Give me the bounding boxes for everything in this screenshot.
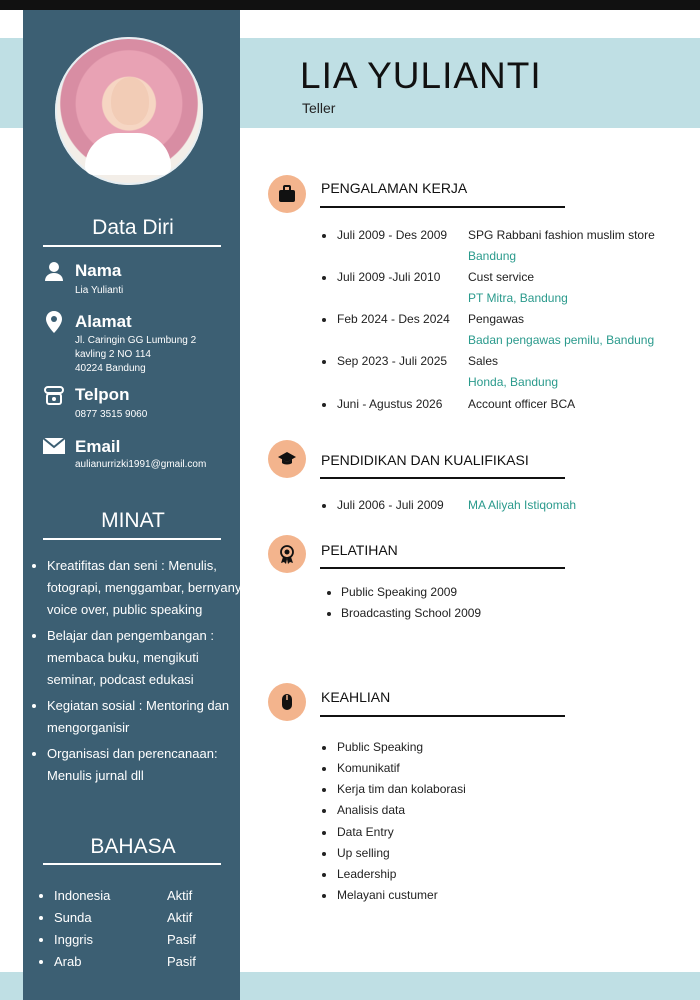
- experience-date: Juli 2009 - Des 2009: [337, 228, 448, 242]
- experience-date: Juli 2009 -Juli 2010: [337, 270, 441, 284]
- data-diri-divider: [43, 245, 221, 247]
- bullet-dot: [322, 767, 326, 771]
- training-text: Public Speaking 2009: [341, 585, 458, 599]
- bullet-dot: [322, 403, 326, 407]
- bullet-dot: [39, 938, 43, 942]
- phone-icon: [41, 384, 67, 410]
- bullet-dot: [322, 234, 326, 238]
- graduation-cap-icon: [268, 440, 306, 478]
- training-heading: PELATIHAN: [321, 542, 398, 558]
- mouse-icon: [268, 683, 306, 721]
- experience-role: Account officer BCA: [468, 397, 576, 411]
- bullet-dot: [322, 360, 326, 364]
- skill-text: Kerja tim dan kolaborasi: [337, 782, 466, 796]
- skill-text: Data Entry: [337, 825, 394, 839]
- bullet-dot: [322, 852, 326, 856]
- education-divider: [320, 477, 565, 479]
- mail-icon: [41, 436, 67, 462]
- language-name: Arab: [54, 954, 82, 969]
- skill-text: Analisis data: [337, 803, 406, 817]
- language-level: Aktif: [167, 888, 193, 903]
- photo-face: [111, 77, 149, 125]
- sidebar: [23, 10, 248, 1000]
- bullet-dot: [322, 831, 326, 835]
- bullet-dot: [322, 276, 326, 280]
- language-name: Indonesia: [54, 888, 111, 903]
- candidate-name: LIA YULIANTI: [300, 55, 542, 96]
- minat-item: • Organisasi dan perencanaan: Menulis jurnal dll: [47, 743, 249, 787]
- experience-place: Honda, Bandung: [468, 375, 559, 389]
- language-level: Pasif: [167, 932, 196, 947]
- nama-label: Nama: [75, 261, 122, 280]
- education-date: Juli 2006 - Juli 2009: [337, 498, 444, 512]
- skills-heading: KEAHLIAN: [321, 689, 391, 705]
- bullet-dot: [327, 612, 331, 616]
- bullet-dot: [322, 873, 326, 877]
- award-badge-icon: [268, 535, 306, 573]
- experience-divider: [320, 206, 565, 208]
- skill-text: Up selling: [337, 846, 390, 860]
- alamat-line-3: 40224 Bandung: [75, 363, 146, 374]
- telpon-value: 0877 3515 9060: [75, 409, 148, 420]
- experience-role: SPG Rabbani fashion muslim store: [468, 228, 655, 242]
- bahasa-divider: [43, 863, 221, 865]
- minat-item: • Kreatifitas dan seni : Menulis, fotograpi, menggambar, bernyanyi, voice over, public speaking: [47, 555, 249, 621]
- minat-item: • Kegiatan sosial : Mentoring dan mengorganisir: [47, 695, 249, 739]
- experience-date: Sep 2023 - Juli 2025: [337, 354, 448, 368]
- briefcase-icon: [268, 175, 306, 213]
- education-heading: PENDIDIKAN DAN KUALIFIKASI: [321, 452, 529, 468]
- experience-heading: PENGALAMAN KERJA: [321, 180, 468, 196]
- bullet-dot: [322, 788, 326, 792]
- user-icon: [41, 260, 67, 286]
- training-divider: [320, 567, 565, 569]
- experience-place: PT Mitra, Bandung: [468, 291, 568, 305]
- email-value: aulianurrizki1991@gmail.com: [75, 459, 207, 470]
- experience-date: Feb 2024 - Des 2024: [337, 312, 450, 326]
- bullet-dot: [322, 894, 326, 898]
- bullet-dot: [39, 894, 43, 898]
- bullet-dot: [322, 318, 326, 322]
- top-dark-bar: [0, 0, 700, 10]
- email-label: Email: [75, 437, 121, 456]
- minat-item: • Belajar dan pengembangan : membaca buku, mengikuti seminar, podcast edukasi: [47, 625, 249, 691]
- alamat-line-2: kavling 2 NO 114: [75, 349, 151, 360]
- bullet-dot: [39, 916, 43, 920]
- bullet-dot: [322, 746, 326, 750]
- bullet-dot: [39, 960, 43, 964]
- experience-role: Cust service: [468, 270, 535, 284]
- experience-date: Juni - Agustus 2026: [337, 397, 443, 411]
- skill-text: Melayani custumer: [337, 888, 438, 902]
- bullet-dot: [322, 809, 326, 813]
- language-name: Inggris: [54, 932, 94, 947]
- bullet-dot: [322, 504, 326, 508]
- nama-value: Lia Yulianti: [75, 285, 124, 296]
- location-pin-icon: [41, 310, 67, 336]
- profile-photo: [55, 37, 203, 185]
- bullet-dot: [327, 591, 331, 595]
- skills-divider: [320, 715, 565, 717]
- bahasa-heading: BAHASA: [90, 835, 176, 858]
- skill-text: Public Speaking: [337, 740, 424, 754]
- minat-divider: [43, 538, 221, 540]
- education-school: MA Aliyah Istiqomah: [468, 498, 577, 512]
- language-level: Aktif: [167, 910, 193, 925]
- experience-role: Pengawas: [468, 312, 525, 326]
- telpon-label: Telpon: [75, 385, 130, 404]
- training-text: Broadcasting School 2009: [341, 606, 482, 620]
- experience-place: Badan pengawas pemilu, Bandung: [468, 333, 655, 347]
- data-diri-heading: Data Diri: [92, 216, 174, 239]
- skill-text: Leadership: [337, 867, 397, 881]
- alamat-label: Alamat: [75, 312, 132, 331]
- minat-heading: MINAT: [101, 509, 165, 532]
- skill-text: Komunikatif: [337, 761, 400, 775]
- experience-place: Bandung: [468, 249, 517, 263]
- alamat-line-1: Jl. Caringin GG Lumbung 2: [75, 335, 197, 346]
- photo-clothing: [85, 133, 171, 175]
- language-name: Sunda: [54, 910, 92, 925]
- minat-list: [35, 555, 249, 791]
- language-level: Pasif: [167, 954, 196, 969]
- candidate-role: Teller: [302, 100, 336, 116]
- experience-role: Sales: [468, 354, 499, 368]
